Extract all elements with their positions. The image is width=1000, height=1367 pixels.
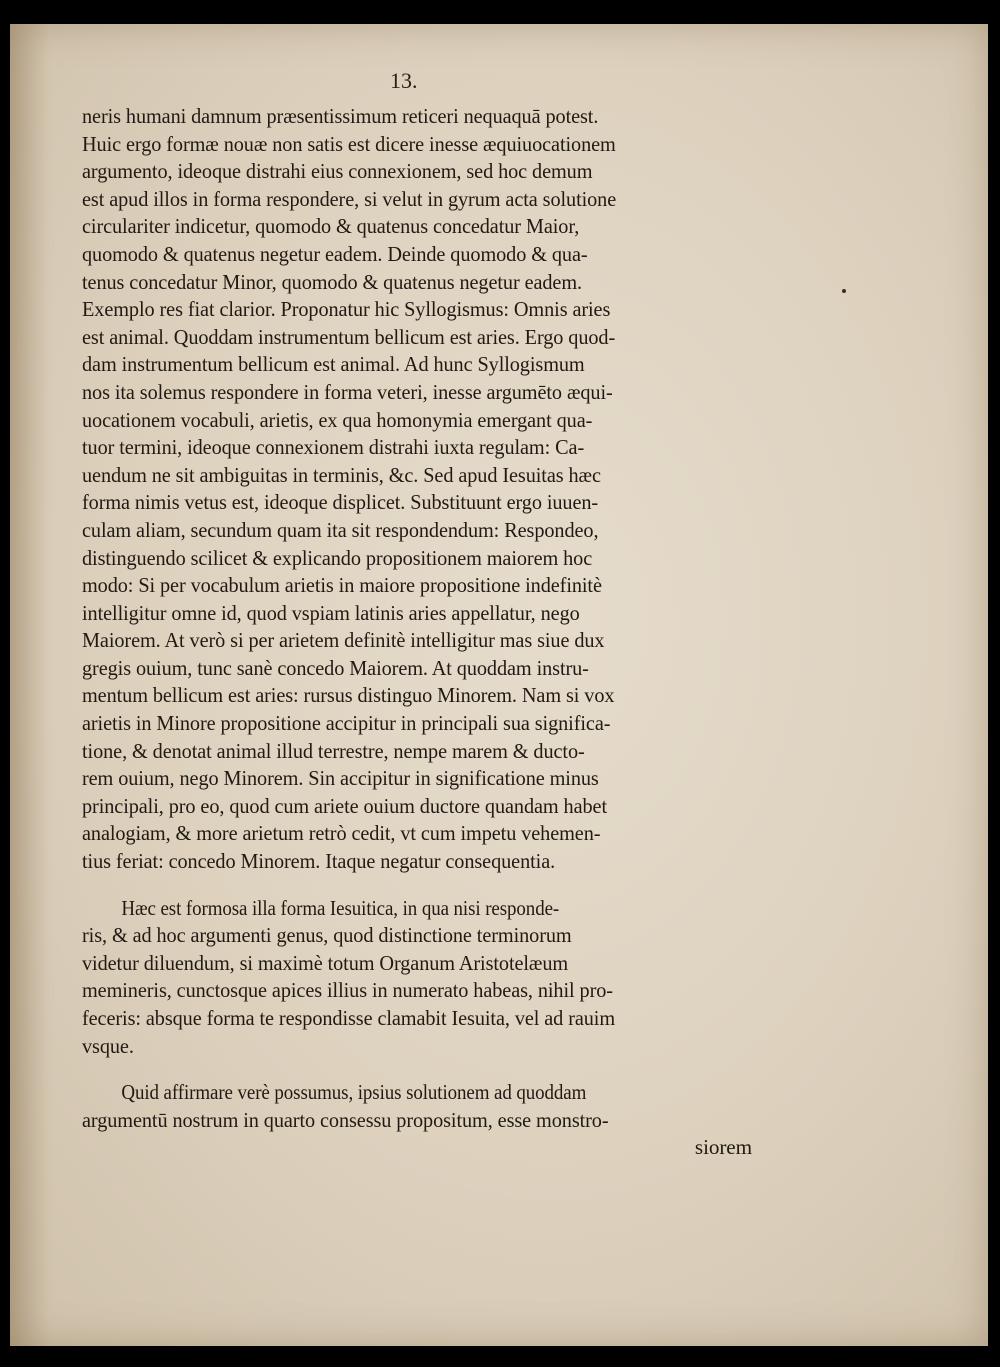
text-line: distinguendo scilicet & explicando propositionem maiorem hoc [82, 545, 593, 570]
text-line: Huic ergo formæ nouæ non satis est dicere inesse æquiuocationem [82, 131, 616, 156]
text-line: videtur diluendum, si maximè totum Organum Aristotelæum [82, 950, 569, 975]
text-line: Quid affirmare verè possumus, ipsius solutionem ad quoddam [121, 1080, 587, 1105]
text-line: Hæc est formosa illa forma Iesuitica, in qua nisi responde- [121, 895, 560, 920]
body-text [82, 103, 782, 1162]
text-line: principali, pro eo, quod cum ariete ouium ductore quandam habet [82, 793, 607, 818]
text-line: feceris: absque forma te respondisse clamabit Iesuita, vel ad rauim [82, 1006, 616, 1030]
text-line: neris humani damnum præsentissimum reticeri nequaquā potest. [82, 104, 599, 128]
text-line: ris, & ad hoc argumenti genus, quod distinctione terminorum [82, 923, 572, 948]
text-line: Maiorem. At verò si per arietem definitè intelligitur mas siue dux [82, 628, 605, 653]
text-line: est animal. Quoddam instrumentum bellicum est aries. Ergo quod- [82, 324, 616, 349]
paragraph-gap [82, 876, 782, 895]
text-line: memineris, cunctosque apices illius in numerato habeas, nihil pro- [82, 978, 613, 1003]
text-line: uocationem vocabuli, arietis, ex qua homonymia emergant qua- [82, 407, 593, 432]
page-number: 13. [390, 68, 418, 93]
text-line: tius feriat: concedo Minorem. Itaque negatur consequentia. [82, 849, 556, 874]
paragraph-3 [82, 1079, 782, 1162]
text-line: tuor termini, ideoque connexionem distrahi iuxta regulam: Ca- [82, 435, 585, 460]
text-line: Exemplo res fiat clarior. Proponatur hic Syllogismus: Omnis aries [82, 297, 611, 322]
text-line: arietis in Minore propositione accipitur in principali sua significa- [82, 711, 611, 736]
ink-speck [842, 289, 846, 293]
text-line: analogiam, & more arietum retrò cedit, vt cum impetu vehemen- [82, 821, 601, 846]
text-line: tenus concedatur Minor, quomodo & quatenus negetur eadem. [82, 269, 582, 294]
text-line: nos ita solemus respondere in forma veteri, inesse argumēto æqui- [82, 379, 613, 404]
text-line: vsque. [82, 1033, 134, 1058]
text-line: rem ouium, nego Minorem. Sin accipitur in significatione minus [82, 766, 599, 791]
text-line: tione, & denotat animal illud terrestre, nempe marem & ducto- [82, 738, 585, 763]
text-line: gregis ouium, tunc sanè concedo Maiorem. At quoddam instru- [82, 655, 589, 680]
paragraph-1 [82, 103, 782, 876]
text-line: mentum bellicum est aries: rursus distinguo Minorem. Nam si vox [82, 683, 615, 708]
binding-edge [10, 24, 50, 1346]
paragraph-gap [82, 1060, 782, 1079]
text-line: circulariter indicetur, quomodo & quatenus concedatur Maior, [82, 214, 580, 239]
text-line: culam aliam, secundum quam ita sit respondendum: Respondeo, [82, 517, 599, 542]
text-line: forma nimis vetus est, ideoque displicet. Substituunt ergo iuuen- [82, 490, 599, 515]
text-line: modo: Si per vocabulum arietis in maiore propositione indefinitè [82, 573, 602, 598]
text-line: intelligitur omne id, quod vspiam latinis aries appellatur, nego [82, 600, 580, 625]
text-line: quomodo & quatenus negetur eadem. Deinde quomodo & qua- [82, 241, 588, 266]
catchword: siorem [694, 1135, 752, 1160]
paragraph-2 [82, 895, 782, 1061]
text-line: est apud illos in forma respondere, si velut in gyrum acta solutione [82, 186, 617, 211]
text-line: argumentū nostrum in quarto consessu propositum, esse monstro- [82, 1107, 609, 1132]
text-line: argumento, ideoque distrahi eius connexionem, sed hoc demum [82, 159, 593, 184]
text-line: dam instrumentum bellicum est animal. Ad hunc Syllogismum [82, 352, 585, 377]
text-line: uendum ne sit ambiguitas in terminis, &c. Sed apud Iesuitas hæc [82, 462, 601, 487]
